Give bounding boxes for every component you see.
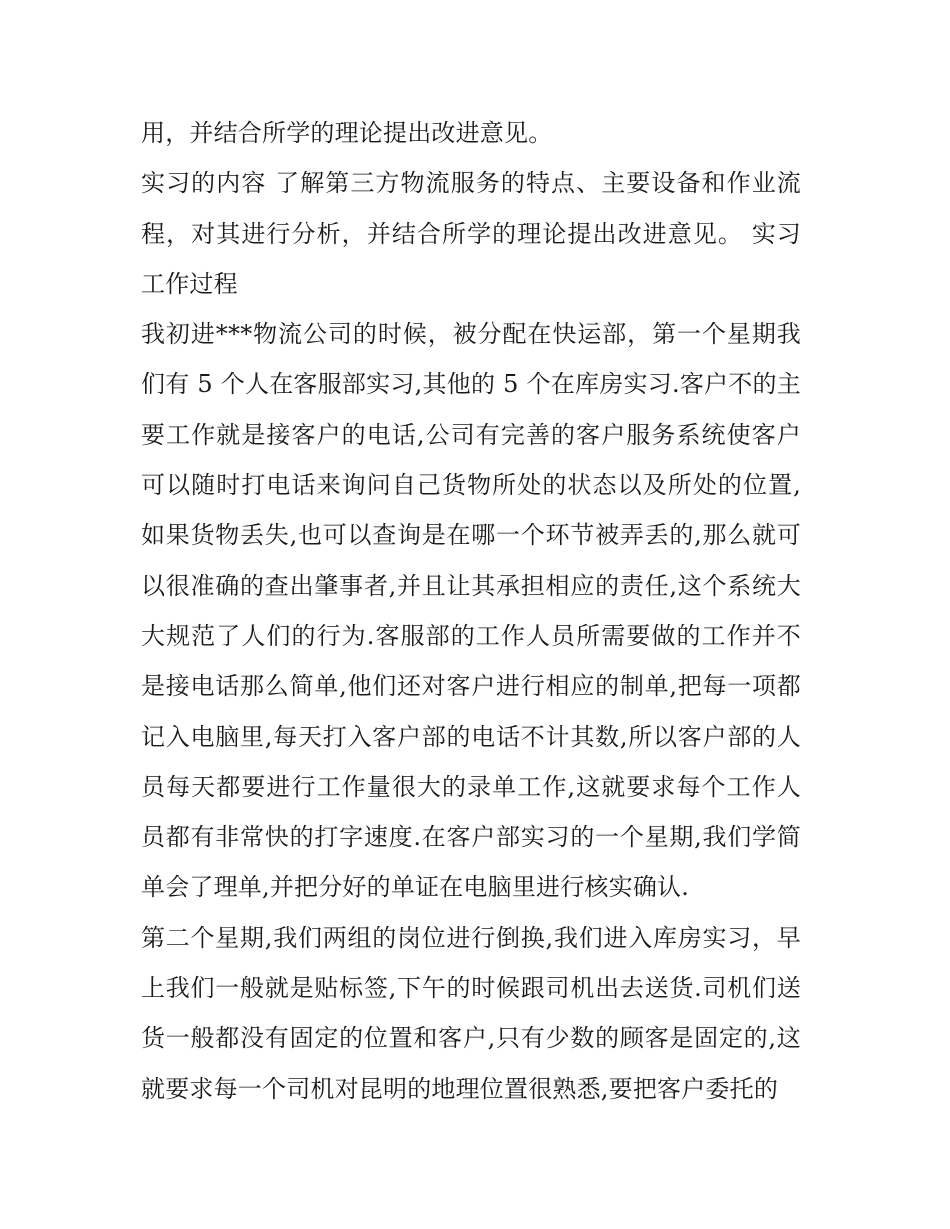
paragraph-3: 我初进***物流公司的时候，被分配在快运部，第一个星期我们有 5 个人在客服部实习,其他的 5 个在库房实习.客户不的主要工作就是接客户的电话,公司有完善的客户服务系统使客户可以随时打电话来询问自己货物所处的状态以及所处的位置,如果货物丢失,也可以查询是在哪一个环节被弄丢的,那么就可以很准确的查出肇事者,并且让其承担相应的责任,这个系统大大规范了人们的行为.客服部的工作人员所需要做的工作并不是接电话那么简单,他们还对客户进行相应的制单,把每一项都记入电脑里,每天打入客户部的电话不计其数,所以客户部的人员每天都要进行工作量很大的录单工作,这就要求每个工作人员都有非常快的打字速度.在客户部实习的一个星期,我们学简单会了理单,并把分好的单证在电脑里进行核实确认.	[141, 320, 801, 902]
paragraph-2: 实习的内容 了解第三方物流服务的特点、主要设备和作业流程，对其进行分析，并结合所学的理论提出改进意见。 实习工作过程	[141, 169, 801, 298]
paragraph-4: 第二个星期,我们两组的岗位进行倒换,我们进入库房实习，早上我们一般就是贴标签,下午的时候跟司机出去送货.司机们送货一般都没有固定的位置和客户,只有少数的顾客是固定的,这就要求每一个司机对昆明的地理位置很熟悉,要把客户委托的	[141, 923, 801, 1103]
paragraph-1: 用，并结合所学的理论提出改进意见。	[141, 119, 553, 147]
document-body	[141, 108, 801, 1114]
